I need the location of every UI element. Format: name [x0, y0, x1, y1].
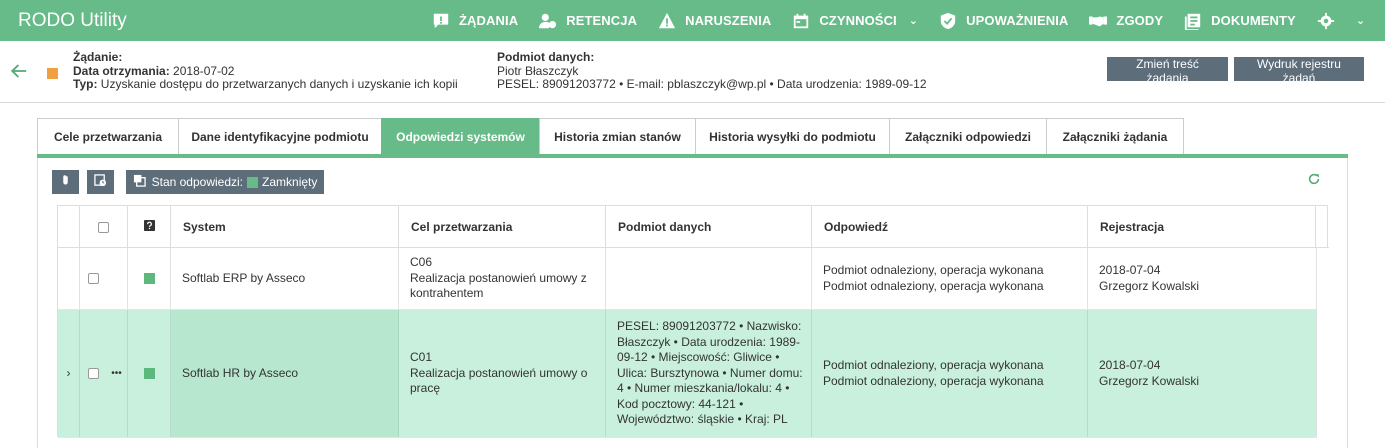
- request-summary: [47, 51, 458, 92]
- tab-dispatch-history[interactable]: Historia wysyłki do podmiotu: [695, 118, 890, 155]
- row-expand-cell: [58, 310, 80, 437]
- row-registration-date: 2018-07-04: [1099, 263, 1161, 277]
- row-system-cell: Softlab HR by Asseco: [171, 310, 399, 437]
- system-column-header[interactable]: System: [171, 206, 399, 248]
- header-scroll-gutter: [1316, 206, 1329, 248]
- back-arrow-icon[interactable]: [10, 62, 30, 82]
- response-state-value: Zamknięty: [262, 175, 318, 189]
- row-status-cell: [128, 310, 171, 437]
- response-state-indicator: [247, 177, 258, 188]
- paperclip-icon: [59, 174, 72, 190]
- top-navbar: [0, 0, 1385, 41]
- table-row[interactable]: [58, 310, 1329, 438]
- row-registration-user: Grzegorz Kowalski: [1099, 278, 1200, 293]
- row-purpose-cell: [399, 310, 606, 437]
- registration-column-header[interactable]: Rejestracja: [1088, 206, 1316, 248]
- row-checkbox[interactable]: [88, 273, 99, 284]
- request-status-indicator: [47, 68, 58, 79]
- row-menu-cell: [106, 248, 128, 309]
- tab-response-attachments[interactable]: Załączniki odpowiedzi: [889, 118, 1047, 155]
- received-date-label: Data otrzymania:: [73, 63, 170, 78]
- row-response-cell: [812, 248, 1088, 309]
- tab-state-history[interactable]: Historia zmian stanów: [539, 118, 696, 155]
- vertical-scrollbar[interactable]: [1316, 248, 1329, 438]
- change-request-button[interactable]: Zmień treść żądania: [1107, 57, 1228, 81]
- request-title: Żądanie:: [73, 50, 123, 64]
- help-icon: [144, 220, 155, 234]
- row-purpose-cell: [399, 248, 606, 309]
- shield-icon: [936, 11, 960, 31]
- row-purpose-code: C06: [410, 255, 433, 270]
- response-column-header[interactable]: Odpowiedź: [812, 206, 1088, 248]
- nav-settings[interactable]: [1305, 0, 1374, 41]
- chevron-right-icon[interactable]: ›: [66, 365, 71, 380]
- table-row[interactable]: [58, 248, 1329, 310]
- row-checkbox[interactable]: [88, 368, 99, 379]
- nav-documents[interactable]: [1172, 0, 1305, 41]
- tab-subject-identification[interactable]: Dane identyfikacyjne podmiotu: [178, 118, 382, 155]
- received-date-value: 2018-07-02: [173, 63, 235, 78]
- row-select-cell: [80, 310, 106, 437]
- row-expand-cell: [58, 248, 80, 309]
- print-register-button[interactable]: Wydruk rejestru żądań: [1234, 57, 1364, 81]
- documents-icon: [1181, 11, 1205, 31]
- chevron-down-icon: ⌄: [1355, 15, 1366, 27]
- row-status-indicator: [144, 368, 155, 379]
- response-state-button[interactable]: [126, 170, 324, 194]
- nav-label: ZGODY: [1116, 13, 1164, 28]
- nav-label: RETENCJA: [566, 13, 638, 28]
- row-select-cell: [80, 248, 106, 309]
- nav-label: DOKUMENTY: [1211, 13, 1296, 28]
- nav-breaches[interactable]: [646, 0, 780, 41]
- row-subject-cell: [606, 310, 812, 437]
- row-registration-date: 2018-07-04: [1099, 358, 1161, 372]
- nav-label: UPOWAŻNIENIA: [966, 13, 1069, 28]
- purpose-column-header[interactable]: Cel przetwarzania: [399, 206, 606, 248]
- responses-table: [57, 205, 1328, 437]
- row-purpose-code: C01: [410, 350, 433, 365]
- settings-icon: [1314, 11, 1338, 31]
- chevron-down-icon: ⌄: [908, 15, 919, 27]
- row-purpose-text: Realizacja postanowień umowy z kontrahentem: [410, 270, 587, 301]
- select-all-checkbox[interactable]: [98, 222, 109, 233]
- data-subject-title: Podmiot danych:: [497, 50, 595, 64]
- row-registration-cell: [1088, 248, 1316, 309]
- data-subject-name: Piotr Błaszczyk: [497, 63, 579, 78]
- refresh-icon[interactable]: [1307, 172, 1321, 191]
- row-response-line: Podmiot odnaleziony, operacja wykonana: [823, 358, 1044, 372]
- nav-authorizations[interactable]: [927, 0, 1077, 41]
- row-response-line: Podmiot odnaleziony, operacja wykonana: [823, 263, 1044, 277]
- handshake-icon: [1086, 11, 1110, 31]
- row-system-cell: Softlab ERP by Asseco: [171, 248, 399, 309]
- main-nav: [420, 0, 1374, 41]
- retention-icon: [536, 11, 560, 31]
- row-status-cell: [128, 248, 171, 309]
- request-type-label: Typ:: [73, 77, 98, 91]
- row-purpose-text: Realizacja postanowień umowy o pracę: [410, 365, 588, 396]
- response-state-label: Stan odpowiedzi:: [151, 175, 244, 189]
- attach-button[interactable]: [52, 170, 79, 194]
- tab-system-responses[interactable]: Odpowiedzi systemów: [381, 118, 540, 155]
- row-subject-details: PESEL: 89091203772 • Nazwisko: Błaszczyk • Data urodzenia: 1989-09-12 • Miejscowość: Gliwice • Ulica: Bursztynowa • Numer domu: 4 • Numer mieszkania/lokalu: 4 • Kod pocztowy: 44-121 • Województwo: śląskie • Kraj: PL: [617, 319, 803, 427]
- nav-activities[interactable]: [780, 0, 927, 41]
- request-icon: [429, 11, 453, 31]
- nav-label: ŻĄDANIA: [459, 13, 519, 28]
- calendar-icon: [789, 11, 813, 31]
- nav-retention[interactable]: [527, 0, 646, 41]
- nav-label: NARUSZENIA: [685, 13, 772, 28]
- copy-icon: [133, 174, 146, 190]
- document-clock-icon: [94, 174, 107, 190]
- tab-processing-purposes[interactable]: Cele przetwarzania: [37, 118, 179, 155]
- row-registration-user: Grzegorz Kowalski: [1099, 373, 1200, 388]
- table-header: [58, 206, 1329, 248]
- more-options-icon[interactable]: •••: [111, 367, 122, 379]
- row-response-line: Podmiot odnaleziony, operacja wykonana: [823, 278, 1044, 293]
- nav-consents[interactable]: [1077, 0, 1172, 41]
- row-status-indicator: [144, 273, 155, 284]
- row-response-cell: [812, 310, 1088, 437]
- select-all-column-header: [80, 206, 128, 248]
- expand-column-header: [58, 206, 80, 248]
- row-menu-cell: [106, 310, 128, 437]
- warning-icon: [655, 11, 679, 31]
- row-registration-cell: [1088, 310, 1316, 437]
- subject-column-header[interactable]: Podmiot danych: [606, 206, 812, 248]
- data-subject-summary: [497, 51, 927, 92]
- history-button[interactable]: [87, 170, 114, 194]
- nav-label: CZYNNOŚCI: [819, 13, 897, 28]
- request-type-value: Uzyskanie dostępu do przetwarzanych danych i uzyskanie ich kopii: [100, 77, 458, 91]
- tab-bar: [37, 118, 1183, 155]
- tab-request-attachments[interactable]: Załączniki żądania: [1046, 118, 1184, 155]
- nav-requests[interactable]: [420, 0, 527, 41]
- status-column-header[interactable]: [128, 206, 171, 248]
- row-subject-cell: [606, 248, 812, 309]
- data-subject-details: PESEL: 89091203772 • E-mail: pblaszczyk@wp.pl • Data urodzenia: 1989-09-12: [497, 77, 927, 91]
- app-title[interactable]: RODO Utility: [18, 9, 127, 31]
- row-response-line: Podmiot odnaleziony, operacja wykonana: [823, 373, 1044, 388]
